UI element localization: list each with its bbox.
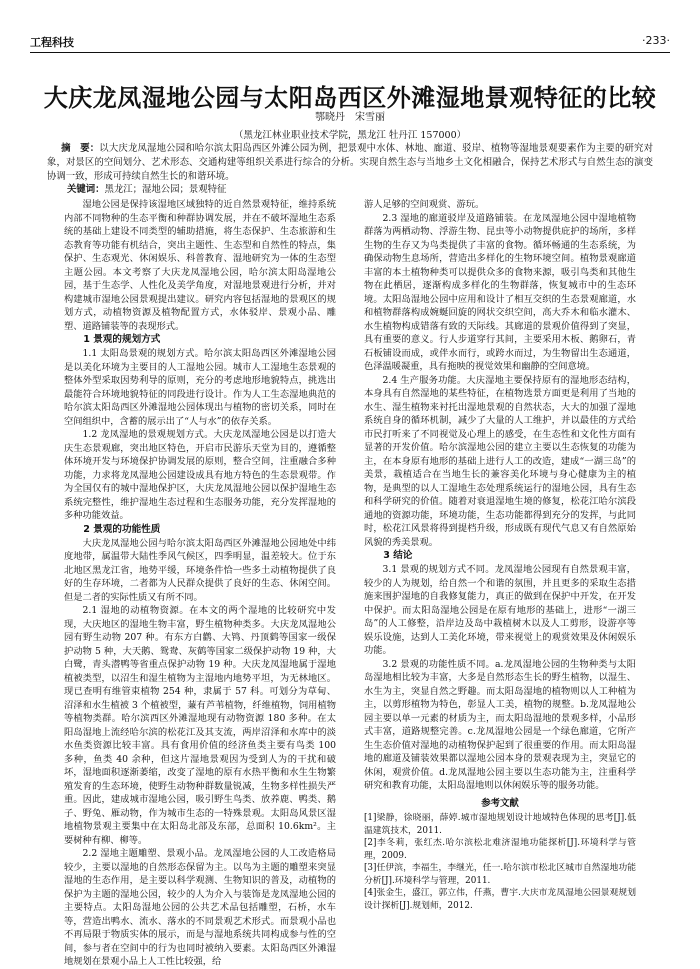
reference-item: [3]任伊滨，李福生，李继光，任一.哈尔滨市松北区城市自然湿地功能分析[J].环境科学与管理，2011. <box>364 863 636 886</box>
keywords <box>47 183 653 197</box>
references-heading: 参考文献 <box>481 797 519 809</box>
paragraph-1-1: 1.1 太阳岛景观的规划方式。哈尔滨太阳岛西区外滩湿地公园是以美化环境为主要目的人工湿地公园。城市人工湿地生态景观的整体外型采取因势利导的原则，充分的考虑地形地貌特点，挑选出最能符合环境地貌特征的同段进行设计。作为人工生态湿地典范的哈尔滨太阳岛西区外滩湿地公园体现出与植物的密切关系，同时在空间组织中，含蓄的展示出了“人与水”的依存关系。 <box>64 348 336 427</box>
keywords-label: 关键词： <box>67 184 105 195</box>
paragraph-1-2: 1.2 龙凤湿地的景观规划方式。大庆龙凤湿地公园是以打造大庆生态景观廊，突出地区特色，开启市民游乐天堂为目的，遵循整体环境开发与环境保护协调发展的原则，整合空间，注重融合多种功能，力求将龙凤湿地公园建设成具有地方特色的生态景观带。作为全国仅有的城中湿地保护区，大庆龙凤湿地公园以保护湿地生态系统完整性，维护湿地生态过程和生态服务功能，充分发挥湿地的多种功能效益。 <box>64 429 336 521</box>
right-column <box>364 198 636 912</box>
intro-paragraph: 湿地公园是保持该湿地区域独特的近自然景观特征，维持系统内部不同物种的生态平衡和种群协调发展，并在不破坏湿地生态系统的基础上建设不同类型的辅助措施，将生态保护、生态旅游和生态教育等功能有机结合，突出主题性、生态型和自然性的特点，集保护、生态观光、休闲娱乐、科普教育、湿地研究为一体的生态型主题公园。本文考察了大庆龙凤湿地公园，哈尔滨太阳岛湿地公园，基于生态学、人性化及美学角度，对湿地景观进行分析，并对构建城市湿地公园景观提出建议。研究内容包括湿地的景观区的规划方式，动植物资源及植物配置方式，水体驳岸、景观小品、雕塑、道路铺装等的表现形式。 <box>64 199 336 332</box>
paragraph-3-2: 3.2 景观的功能性质不同。a.龙凤湿地公园的生物种类与太阳岛湿地相比较为丰富，大多是自然形态生长的野生植物，以湿生、水生为主，突显自然之野趣。而太阳岛湿地的植物则以人工种植为主，以剪形植物为特色，彰显人工美，植物的规整。b.龙凤湿地公园主要以单一元素的材质为主，而太阳岛湿地的景观多样，小品形式丰富，道路规整完善。c.龙凤湿地公园是一个绿色廊道，它所产生生态价值对湿地的动植物保护起到了很重要的作用。而太阳岛湿地的廊道及铺装效果都以湿地公园本身的景观表现为主，突显它的休闲，观赏价值。d.龙凤湿地公园主要以生态功能为主，注重科学研究和教育功能，太阳岛湿地则以休闲娱乐等的服务功能。 <box>364 658 636 791</box>
running-header <box>30 34 670 50</box>
article-title: 大庆龙凤湿地公园与太阳岛西区外滩湿地景观特征的比较 <box>43 83 657 112</box>
paragraph-3-1: 3.1 景观的规划方式不同。龙凤湿地公园现有自然景观丰富，较少的人为规划，给自然一个和谐的氛围，并且更多的采取生态措施来围护湿地的自我修复能力，真正的做到在保护中开发，在开发中保护。而太阳岛湿地公园是在原有地形的基础上，进形“一湖三岛”的人工修整，沿岸边及岛中栽植树木以及人工剪形，设游亭等娱乐设施，达到人工美化环境，带来视觉上的观赏效果及休闲娱乐功能。 <box>364 564 636 656</box>
author-line: 鄂晓丹 宋雪丽 <box>315 112 385 123</box>
section-heading-1: 1 景观的规划方式 <box>83 334 161 345</box>
keywords-text: 黑龙江；湿地公园；景观特征 <box>104 184 227 195</box>
paragraph-2-a: 大庆龙凤湿地公园与哈尔滨太阳岛西区外滩湿地公园地处中纬度地带，属温带大陆性季风气候区，四季明显，温差较大。位于东北地区黑龙江省，地势平缓，环境条件恰一些多土动植物提供了良好的生存环境，二者都为人民群众提供了良好的生态、休闲空间。但是二者的实际性质又有所不同。 <box>64 537 336 603</box>
paragraph-2-3: 2.3 湿地的廊道驳岸及道路铺装。在龙凤湿地公园中湿地植物群落为两栖动物、浮游生物、昆虫等小动物提供庇护的场所，多样生物的生存又为鸟类提供了丰富的食物。循环畅通的生态系统，为确保动物生息场所，营造出多样化的生物环境空间。植物景观廊道丰富的本土植物种类可以提供众多的食物来源，吸引鸟类和其他生物在此栖居，逐渐构成多样化的生物群落，恢复城市中的生态环境。太阳岛湿地公园中应用和设计了相互交织的生态景观廊道，水和植物群落构成婉蜒回旋的网状交织空间，高大乔木和临水灌木、水生植物构成错落有致的天际线。其廊道的景观价值得到了突显，具有重要的意义。行人步道穿行其间，主要采用木板、鹅卵石，青石板铺设而成，或伴水而行，或跨水而过，为生物留出生态通道，色泽温暖凝重，具有拖映的视觉效果和幽静的空间意境。 <box>364 212 636 372</box>
paragraph-2-4: 2.4 生产服务功能。大庆湿地主要保持原有的湿地形态结构，本身具有自然湿地的某些特征，在植物选景方面更是利用了当地的水生、湿生植物来衬托出湿地景观的自然状态，大大的加强了湿地系统自身的循环机制，减少了大量的人工维护，并以最佳的方式给市民打听来了不同视觉及心理上的感受，在生态性和文化性方面有显著的开发价值。哈尔滨湿地公园的建立主要以生态恢复的功能为主，在本身原有地形的基础上进行人工的改造，建成“一湖三岛”的美景，栽植适合在当地生长的兼容美化环境与身心健康为主的植物，是典型的以人工湿地生态处理系统运行的湿地公园，具有生态和科学研究的价值。随着对衰退湿地生境的修复，松花江哈尔滨段通地的资源功能，环境功能，生态功能都得到充分的发挥，与此同时，松花江风景将得到提档升级，形成既有现代气息又有自然原始风貌的秀美景观。 <box>364 374 636 548</box>
journal-section-label: 工程科技 <box>30 36 74 49</box>
abstract-text: 以大庆龙凤湿地公园和哈尔滨太阳岛西区外滩公园为例，把景观中水体、林地、廊道、驳岸、植物等湿地景观要素作为主要的研究对象，对景区的空间划分、艺术形态、交通构建等组织关系进行综合的分析。实现自然生态与当地乡土文化相融合，保持艺术形式与自然生态的演变协调一致，形成可持续自然生长的和谐环境。 <box>47 143 653 182</box>
paragraph-2-1: 2.1 湿地的动植物资源。在本文的两个湿地的比较研究中发现，大庆地区的湿地生物丰富，野生植物种类多。大庆龙凤湿地公园有野生动物 207 种。有东方白鹳、大鸨、丹顶鹤等国家一级保护动物 5 种，大天鹅、鸳鸯、灰鹤等国家二级保护动物 19 种，大白鹭，青头潜鸭等省重点保护动物 19 种。大庆龙凤湿地属于湿地植被类型，以沼生和湿生植物为主湿地内地势平坦，为无林地区。现已查明有维管束植物 254 种，隶属于 57 科。可划分为草甸、沼泽和水生植被 3 个植被型，蒹有芦苇植物，纤维植物，饲用植物等植物类群。哈尔滨西区外滩湿地现有动物资源 180 多种。在太阳岛湿地上流经哈尔滨的松花江及其支流，两岸沼泽和水库中的淡水鱼类资源比较丰富。具有食用价值的经济鱼类主要有鸟类 100 多种，鱼类 40 余种，但这片湿地景观因为受到人为的干扰和破坏，湿地面积逐渐萎缩，改变了湿地的原有水热平衡和水生生物繁殖发育的生态环境，使野生动物种群数量锐减，生物多样性损失严重。因此，建成城市湿地公园，吸引野生鸟类、放养鹿、鸭类、鹅子、野兔、雁动物，作为城市生态的一特殊景观。太阳岛风景区湿地植物景观主要集中在太阳岛北部及东部，总面积 10.6km²。主要树种有柳、柳等。 <box>64 605 336 846</box>
reference-item: [2]李冬莉，张红杰.哈尔滨松北难济湿地功能探析[J].环境科学与管理，2009. <box>364 838 636 861</box>
left-column <box>64 198 336 969</box>
header-rule <box>30 52 670 53</box>
abstract-label: 摘 要： <box>61 143 100 154</box>
reference-item: [4]张金生，盛江，郭立伟，仟燕，曹宇.大庆市龙凤湿地公园景观规划设计探析[J].规划师，2012. <box>364 888 636 911</box>
section-heading-3: 3 结论 <box>383 550 413 561</box>
abstract <box>47 142 653 184</box>
reference-item: [1]梁静，徐晓丽，薛婷.城市湿地规划设计地域特色体现的思考[J].低温建筑技术，2011. <box>364 813 636 836</box>
paragraph-2-2-continued: 游人足够的空间观赏、游玩。 <box>364 199 485 210</box>
affiliation: （黑龙江林业职业技术学院，黑龙江 牡丹江 157000） <box>233 130 467 141</box>
paragraph-2-2: 2.2 湿地主题雕塑、景观小品。龙凤湿地公园的人工改造格局较少，主要以湿地的自然形态保留为主。以鸟为主题的雕塑来突显湿地的生态作用，是主要以科学观测、生物知识的普及，动植物的保护为主题的湿地公园，较少的人为介入与装饰是龙凤湿地公园的主要特点。太阳岛湿地公园的公共艺术品包括雕塑，石桥，水车等，营造出鸭水、流水、落水的不同景观艺术形式。而景观小品也不再局限于物质实体的展示，而是与湿地系统共同构成参与性的空间，参与者在空间中的行为也同时被纳入要素。太阳岛西区外滩湿地规划在景观小品上人工性比较强，给 <box>64 848 336 967</box>
section-heading-2: 2 景观的功能性质 <box>83 523 161 535</box>
page-number: ·233· <box>642 34 670 47</box>
